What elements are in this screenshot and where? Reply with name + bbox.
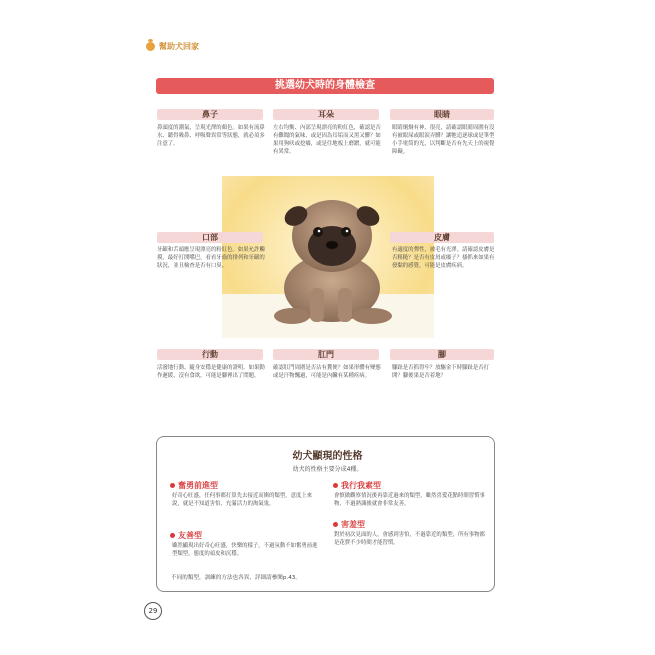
label-feet: 腳 [390, 349, 494, 360]
text-movement: 活潑地行動、隨身安穩是健康的證明。如果動作遲緩、沒有食欲，可能是腳裡出了問題。 [157, 365, 265, 379]
type-text: 會慎做觀察情況後再靠近過來的類型。雖然喜愛花點時間習慣事物，不過熟識後就會非常友善。 [334, 493, 485, 507]
text-anus: 確認肛門周圍是否沾有糞便？如果形體有變態或是汗物飄過，可能是內臟有某種疾病。 [273, 365, 381, 379]
label-ears: 耳朵 [273, 109, 379, 120]
personality-subtitle: 幼犬的性格主要分成4種。 [292, 466, 363, 473]
bullet-icon [333, 483, 338, 488]
bullet-icon [170, 533, 175, 538]
type-name: 我行我素型 [341, 481, 381, 490]
label-mouth: 口部 [157, 232, 263, 243]
type-text: 對於初次見面的人，會感到害怕，不過靠近的類型，所有事物都是花費不少時間才能習慣。 [334, 532, 485, 546]
type-brave [170, 480, 218, 491]
type-name: 奮勇前進型 [178, 481, 218, 490]
text-mouth: 牙齦和舌頭應呈現漂亮的粉紅色。如果允許觸摸，最好打開嘴巴，看看牙齒的排列和牙齦的狀況，並且檢查是否有口臭。 [157, 247, 265, 269]
section-header [146, 41, 199, 52]
text-eyes: 眼睛炯炯有神、很亮，請確認眼睛周圍有沒有被眼屎或眼淚弄髒？讓牠追逐球或是筆型小手電筒的光，以判斷是否有先天上的視覺障礙。 [392, 125, 495, 155]
type-name: 友善型 [178, 531, 202, 540]
paw-icon [146, 42, 155, 51]
personality-note: 不同的類型，訓練的方法也各異，詳細請參閱p.43。 [171, 575, 301, 581]
type-friendly [170, 530, 202, 541]
label-skin: 皮膚 [390, 232, 494, 243]
type-shy [333, 519, 365, 530]
bullet-icon [333, 522, 338, 527]
label-anus: 肛門 [273, 349, 379, 360]
type-text: 好奇心旺盛，任何事都打算先去接近而衝的類型。意度上來說，就是不知道害怕，充滿活力的淘氣鬼。 [172, 493, 313, 507]
type-independent [333, 480, 381, 491]
text-ears: 左右均衡、內部呈現漂亮的粉紅色，確認是否有難聞的氣味，或是因為耳垢而又黑又髒？如果用狗吠或挖癢，或是往地板上磨蹭，就可能有異常。 [273, 125, 381, 155]
text-skin: 有適度的彈性，被毛有光澤。請確認皮膚是否粗糙？是否有皮屑或癢子？搔抓來如果有發黏的感覺，可能是皮膚疾病。 [392, 247, 495, 269]
personality-title: 幼犬顯現的性格 [292, 451, 363, 462]
text-feet: 腳趾是否抓得牢？放驅金下時腳趾是否打開？腳後果是否着地？ [392, 365, 490, 379]
bullet-icon [170, 483, 175, 488]
page-number: 29 [144, 602, 162, 620]
banner-title: 挑選幼犬時的身體檢查 [156, 78, 494, 94]
label-movement: 行動 [157, 349, 263, 360]
text-nose: 鼻頭度的潮氣，呈現光澤的顏色。如果有流鼻水、聽得吸鼻、呼吸聲異常等狀態，就必須多注意了。 [157, 125, 265, 147]
label-nose: 鼻子 [157, 109, 263, 120]
type-text: 雖然顯現出好奇心旺盛，快樂的樣子，不過氛動不如奮勇前進型類型，態度的頑皮和沉穩。 [172, 543, 318, 557]
type-name: 害羞型 [341, 520, 365, 529]
section-title: 幫助犬回家 [159, 42, 199, 51]
label-eyes: 眼睛 [390, 109, 494, 120]
